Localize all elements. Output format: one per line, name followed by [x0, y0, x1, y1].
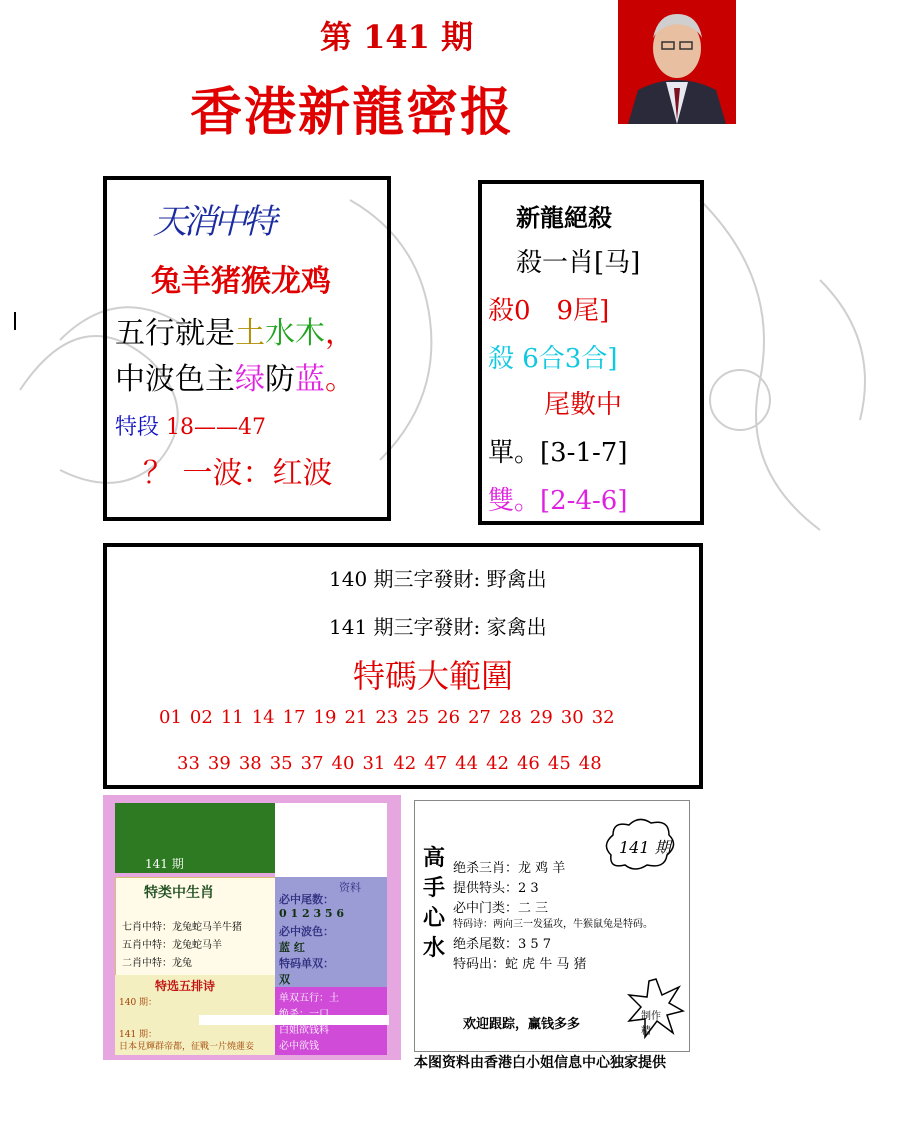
range-number: 23	[375, 707, 399, 728]
range-number: 28	[498, 707, 522, 728]
range-number: 40	[331, 753, 355, 774]
sheet-white-bar	[199, 1015, 389, 1025]
sheet-side-panel	[275, 877, 387, 1055]
one-wave: ？ 一波：红波	[143, 456, 333, 491]
wave-main: 绿	[235, 362, 265, 397]
range-number: 17	[282, 707, 306, 728]
wuxing-line	[115, 308, 355, 352]
portrait-photo	[618, 0, 736, 124]
range-number: 19	[313, 707, 337, 728]
range-number: 35	[269, 753, 293, 774]
panel-line-3: 二肖中特：龙兔	[122, 958, 192, 969]
verse-141: 141 期：	[119, 1030, 158, 1040]
panel-line-2: 五肖中特：龙兔蛇马羊	[122, 940, 222, 951]
range-number: 38	[238, 753, 262, 774]
card-line-5: 绝杀尾数：3 5 7	[453, 937, 552, 952]
edge-marker	[14, 312, 16, 330]
range-number: 42	[486, 753, 509, 774]
side-digits: 0 1 2 3 5 6	[279, 907, 345, 920]
range-number: 11	[220, 707, 244, 728]
wave-end: 。	[325, 362, 355, 397]
side-line-4: 单双五行：土	[279, 993, 339, 1004]
vertical-char-1: 高	[423, 845, 446, 871]
vertical-char-3: 心	[423, 905, 446, 931]
kill-zodiac: 殺一肖[马]	[516, 248, 641, 278]
wuxing-tu: 土	[235, 316, 265, 351]
page-title: 香港新龍密报	[190, 82, 515, 143]
verse-140: 140 期：	[119, 998, 158, 1008]
card-line-2: 提供特头：2 3	[453, 881, 539, 896]
card-line-1: 绝杀三肖：龙 鸡 羊	[453, 861, 566, 876]
range-number: 48	[578, 753, 602, 774]
range-number: 01	[159, 707, 182, 728]
side-line-6: 白姐欲钱料	[279, 1025, 329, 1036]
number-row-1	[159, 707, 623, 728]
zodiac-list: 兔羊猪猴龙鸡	[151, 264, 331, 299]
verse-title: 特选五排诗	[155, 979, 216, 993]
range-number: 25	[406, 707, 430, 728]
lower-left-sheet	[103, 795, 401, 1060]
range-title: 特碼大範圍	[353, 657, 514, 695]
wave-prefix: 中波色主	[115, 362, 235, 397]
card-line-3: 必中门类：二 三	[453, 901, 549, 916]
side-wave: 蓝 红	[279, 941, 305, 954]
side-line-7: 必中欲钱	[279, 1041, 319, 1052]
double-tails: 雙。[2-4-6]	[488, 486, 628, 516]
sheet-main-panel	[115, 877, 277, 977]
range-number: 39	[207, 753, 231, 774]
right-info-box	[478, 180, 704, 525]
kill-tail: 殺0 9尾]	[488, 296, 610, 326]
expert-card	[414, 800, 690, 1052]
wave-line	[115, 354, 355, 398]
range-number: 29	[529, 707, 553, 728]
side-parity: 双	[279, 973, 290, 986]
welcome-text: 欢迎跟踪，赢钱多多	[463, 1017, 581, 1032]
wave-mid: 防	[265, 362, 295, 397]
range-number: 44	[455, 753, 479, 774]
verse-141-text: 日本見輝群帝都，征戰一片燒蓮妾	[119, 1042, 255, 1052]
issue-number: 第 141 期	[320, 18, 474, 56]
range-number: 45	[547, 753, 571, 774]
sheet-period: 141 期	[145, 857, 184, 871]
stamp-text: 制作 精	[641, 1011, 661, 1037]
footer-credit: 本图资料由香港白小姐信息中心独家提供	[414, 1055, 666, 1071]
card-line-6: 特码出：蛇 虎 牛 马 猪	[453, 957, 587, 972]
range-box	[103, 543, 703, 789]
vertical-char-4: 水	[423, 935, 446, 961]
range-number: 33	[177, 753, 200, 774]
side-head: 资料	[339, 881, 361, 894]
sheet-blank	[275, 803, 387, 877]
tail-title: 尾數中	[544, 390, 623, 420]
range-number: 31	[362, 753, 386, 774]
vertical-char-2: 手	[423, 875, 446, 901]
range-number: 47	[424, 753, 448, 774]
range-number: 46	[516, 753, 540, 774]
panel-title: 特类中生肖	[144, 885, 214, 901]
range-number: 02	[189, 707, 213, 728]
range-number: 27	[468, 707, 491, 728]
range-number: 14	[251, 707, 275, 728]
special-label: 特段	[115, 415, 160, 440]
range-number: 42	[393, 753, 417, 774]
range-number: 21	[344, 707, 368, 728]
side-label-2: 必中波色：	[279, 925, 334, 938]
side-label-1: 必中尾数：	[279, 893, 334, 906]
single-tails: 單。[3-1-7]	[488, 438, 628, 468]
special-value: 18——47	[166, 415, 267, 440]
sheet-header	[115, 803, 275, 873]
special-range	[115, 410, 266, 441]
line-141: 141 期三字發財: 家禽出	[329, 615, 547, 639]
wuxing-end: ，	[325, 316, 355, 351]
kill-he: 殺 6合3合]	[488, 344, 618, 374]
wave-guard: 蓝	[295, 362, 325, 397]
right-box-heading: 新龍絕殺	[516, 203, 612, 232]
wuxing-mu: 木	[295, 316, 325, 351]
left-box-heading: 天消中特	[153, 202, 273, 242]
wuxing-shui: 水	[265, 316, 295, 351]
left-info-box	[103, 176, 391, 521]
range-number: 26	[437, 707, 461, 728]
badge-text: 141 期	[619, 838, 671, 857]
line-140: 140 期三字發財: 野禽出	[329, 567, 547, 591]
range-number: 32	[591, 707, 615, 728]
wuxing-prefix: 五行就是	[115, 316, 235, 351]
range-number: 37	[300, 753, 324, 774]
card-line-4: 特码诗：两向三一发猛攻，牛猴鼠兔是特码。	[453, 919, 653, 930]
number-row-2	[177, 753, 610, 774]
side-label-3: 特码单双：	[279, 957, 334, 970]
panel-line-1: 七肖中特：龙兔蛇马羊牛猪	[122, 922, 242, 933]
range-number: 30	[560, 707, 584, 728]
